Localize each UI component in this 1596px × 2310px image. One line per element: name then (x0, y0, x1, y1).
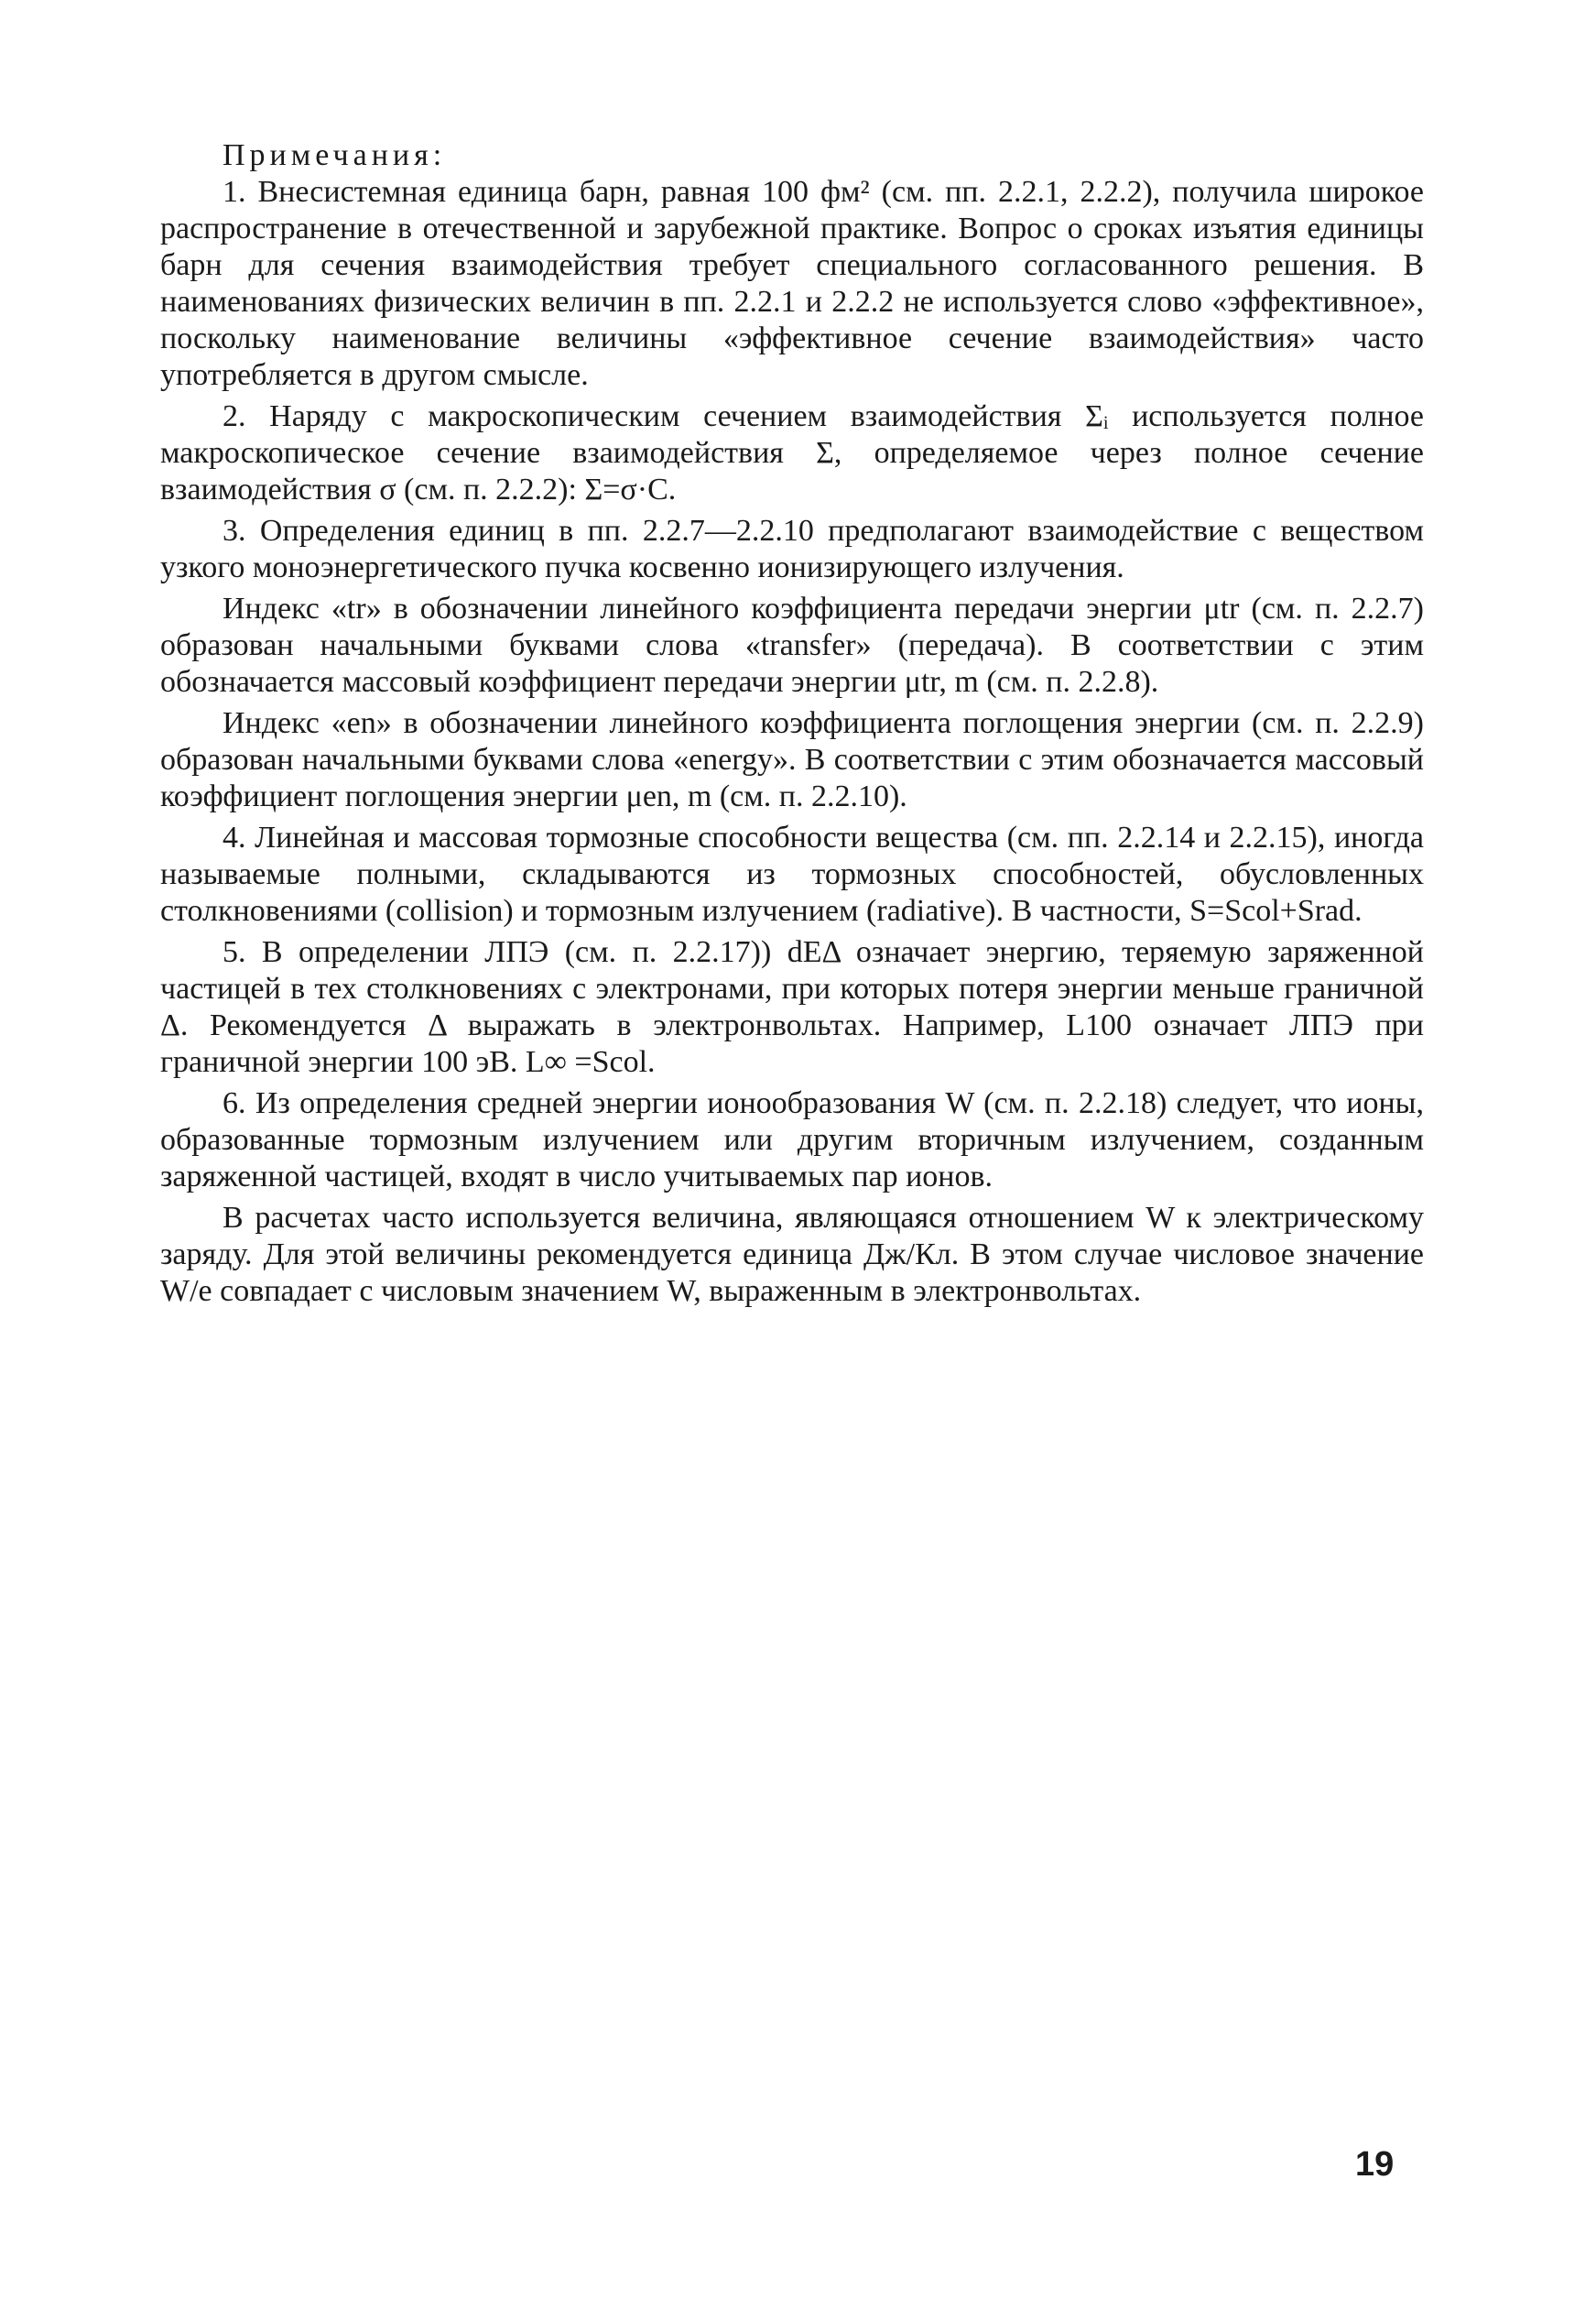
notes-section (160, 137, 1424, 1310)
notes-heading: Примечания: (223, 138, 447, 172)
note-2: 2. Наряду с макроскопическим сечением взаимодействия Σᵢ используется полное макроскопическое сечение взаимодействия Σ, определяемое через полное сечение взаимодействия σ (см. п. 2.2.2): Σ=σ·C. (160, 399, 1424, 507)
note-6: 6. Из определения средней энергии ионообразования W (см. п. 2.2.18) следует, что ионы, образованные тормозным излучением или другим вторичным излучением, созданным заряженной частицей, входят в число учитываемых пар ионов. (160, 1086, 1424, 1193)
note-6-continuation: В расчетах часто используется величина, являющаяся отношением W к электрическому заряду. Для этой величины рекомендуется единица Дж/Кл. В этом случае числовое значение W/e совпадает с числовым значением W, выраженным в электронвольтах. (160, 1201, 1424, 1308)
note-5: 5. В определении ЛПЭ (см. п. 2.2.17)) dEΔ означает энергию, теряемую заряженной частицей в тех столкновениях с электронами, при которых потеря энергии меньше граничной Δ. Рекомендуется Δ выражать в электронвольтах. Например, L100 означает ЛПЭ при граничной энергии 100 эВ. L∞ =Scol. (160, 935, 1424, 1079)
note-3-en-index: Индекс «en» в обозначении линейного коэффициента поглощения энергии (см. п. 2.2.9) образован начальными буквами слова «energy». В соответствии с этим обозначается массовый коэффициент поглощения энергии μen, m (см. п. 2.2.10). (160, 706, 1424, 813)
page-number: 19 (1355, 2145, 1395, 2184)
note-4: 4. Линейная и массовая тормозные способности вещества (см. пп. 2.2.14 и 2.2.15), иногда называемые полными, складываются из тормозных способностей, обусловленных столкновениями (collision) и тормозным излучением (radiative). В частности, S=Scol+Srad. (160, 821, 1424, 928)
note-3-tr-index: Индекс «tr» в обозначении линейного коэффициента передачи энергии μtr (см. п. 2.2.7) образован начальными буквами слова «transfer» (передача). В соответствии с этим обозначается массовый коэффициент передачи энергии μtr, m (см. п. 2.2.8). (160, 592, 1424, 699)
note-3: 3. Определения единиц в пп. 2.2.7—2.2.10 предполагают взаимодействие с веществом узкого моноэнергетического пучка косвенно ионизирующего излучения. (160, 514, 1424, 584)
note-1: 1. Внесистемная единица барн, равная 100 фм² (см. пп. 2.2.1, 2.2.2), получила широкое распространение в отечественной и зарубежной практике. Вопрос о сроках изъятия единицы барн для сечения взаимодействия требует специального согласованного решения. В наименованиях физических величин в пп. 2.2.1 и 2.2.2 не используется слово «эффективное», поскольку наименование величины «эффективное сечение взаимодействия» часто употребляется в другом смысле. (160, 175, 1424, 392)
